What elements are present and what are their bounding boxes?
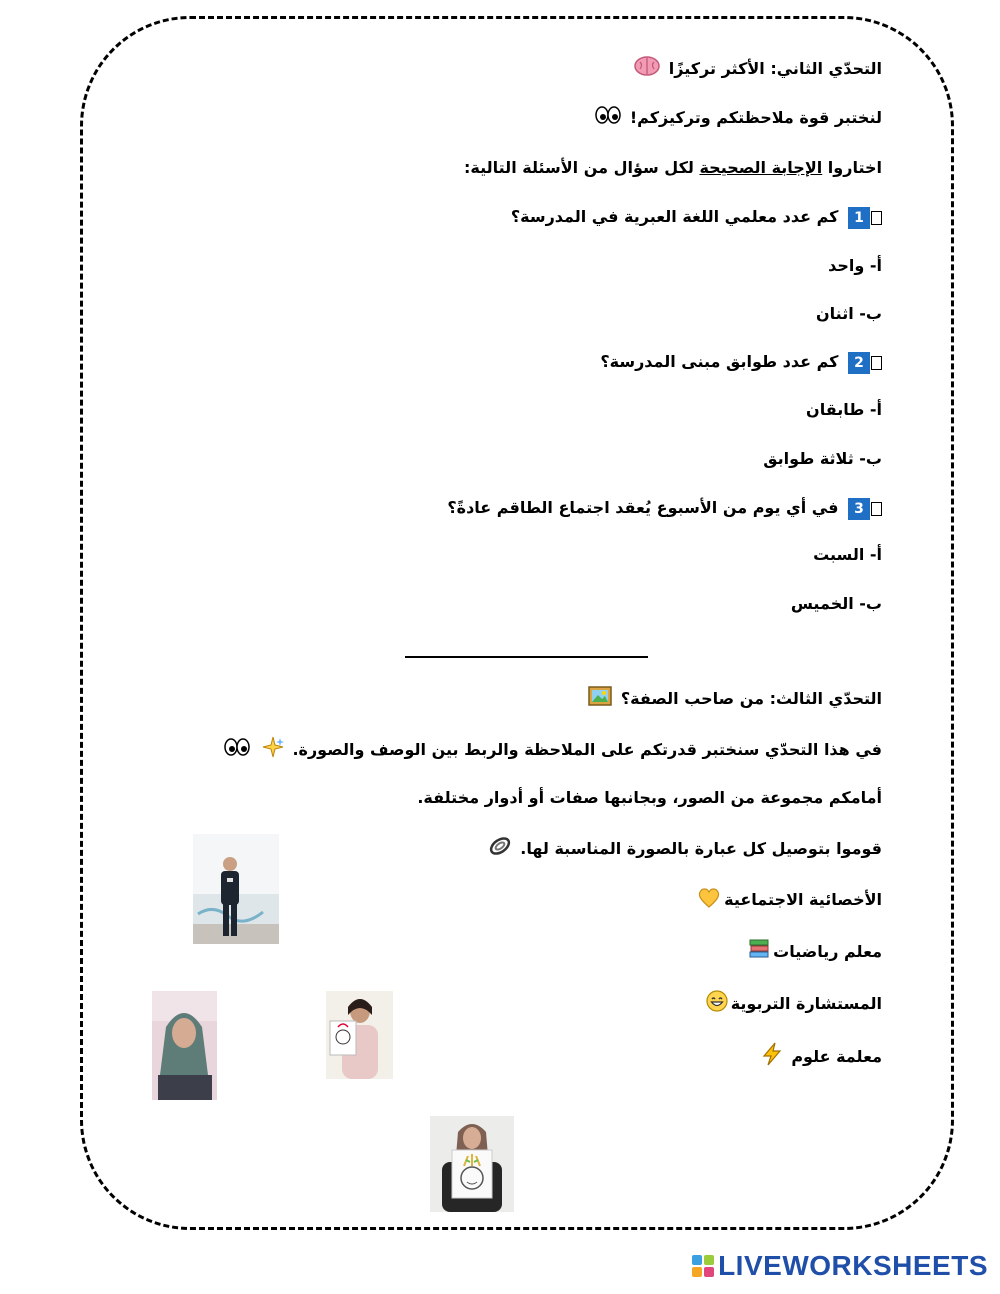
framed-picture-icon: [588, 686, 612, 713]
liveworksheets-logo[interactable]: [692, 1250, 988, 1282]
logo-text: LIVEWORKSHEETS: [718, 1250, 988, 1281]
photo-woman-hijab-1[interactable]: [152, 991, 217, 1100]
logo-block: [704, 1255, 714, 1265]
challenge3-line3: قوموا بتوصيل كل عبارة بالصورة المناسبة لها.: [485, 836, 882, 863]
sparkles-icon: [262, 736, 284, 765]
link-icon: [488, 836, 512, 863]
smiling-face-icon: [706, 990, 728, 1019]
role-science-teacher[interactable]: معلمة علوم: [758, 1042, 882, 1073]
logo-block: [692, 1255, 702, 1265]
role-social-worker[interactable]: الأخصائية الاجتماعية: [694, 886, 882, 915]
challenge2-title: التحدّي الثاني: الأكثر تركيزًا: [631, 56, 882, 83]
question-1-option-a: أ- واحد: [828, 256, 882, 275]
logo-blocks-icon: [692, 1255, 714, 1277]
role-math-teacher[interactable]: معلم رياضيات: [745, 938, 882, 967]
challenge3-line2: أمامكم مجموعة من الصور، وبجانبها صفات أو أدوار مختلفة.: [417, 788, 882, 807]
challenge3-intro: في هذا التحدّي سنختبر قدرتكم على الملاحظة والربط بين الوصف والصورة.: [221, 736, 882, 765]
photo-man-speaking[interactable]: [193, 834, 279, 944]
question-2-option-a: أ- طابقان: [806, 400, 882, 419]
role-educational-counselor[interactable]: المستشارة التربوية: [703, 990, 882, 1019]
brain-icon: [634, 56, 660, 83]
yellow-heart-icon: [697, 886, 721, 915]
books-icon: [748, 938, 770, 967]
question-1: 1 كم عدد معلمي اللغة العبرية في المدرسة؟: [511, 205, 882, 229]
lightning-icon: [761, 1042, 783, 1073]
photo-woman-with-drawing-1[interactable]: [326, 991, 393, 1079]
eyes-icon: [595, 106, 621, 131]
logo-block: [692, 1267, 702, 1277]
checkbox-icon: [871, 211, 882, 225]
underlined-phrase: الإجابة الصحيحة: [699, 158, 823, 177]
checkbox-icon: [871, 356, 882, 370]
section-divider: [405, 656, 648, 658]
question-3-option-b: ب- الخميس: [790, 594, 882, 613]
question-2-option-b: ب- ثلاثة طوابق: [763, 449, 882, 468]
number-badge: 1: [848, 207, 870, 229]
question-1-option-b: ب- اثنان: [816, 304, 882, 323]
challenge2-instruction: اختاروا الإجابة الصحيحة لكل سؤال من الأسئلة التالية:: [464, 158, 882, 177]
eyes-icon: [224, 738, 250, 763]
challenge3-title: التحدّي الثالث: من صاحب الصفة؟: [585, 686, 882, 713]
number-badge: 2: [848, 352, 870, 374]
challenge2-intro: لنختبر قوة ملاحظتكم وتركيزكم!: [592, 106, 882, 131]
photo-woman-with-drawing-2[interactable]: [430, 1116, 514, 1212]
question-2: 2 كم عدد طوابق مبنى المدرسة؟: [600, 350, 882, 374]
number-badge: 3: [848, 498, 870, 520]
question-3-option-a: أ- السبت: [813, 545, 882, 564]
question-3: 3 في أي يوم من الأسبوع يُعقد اجتماع الطاقم عادةً؟: [447, 496, 882, 520]
logo-block: [704, 1267, 714, 1277]
checkbox-icon: [871, 502, 882, 516]
